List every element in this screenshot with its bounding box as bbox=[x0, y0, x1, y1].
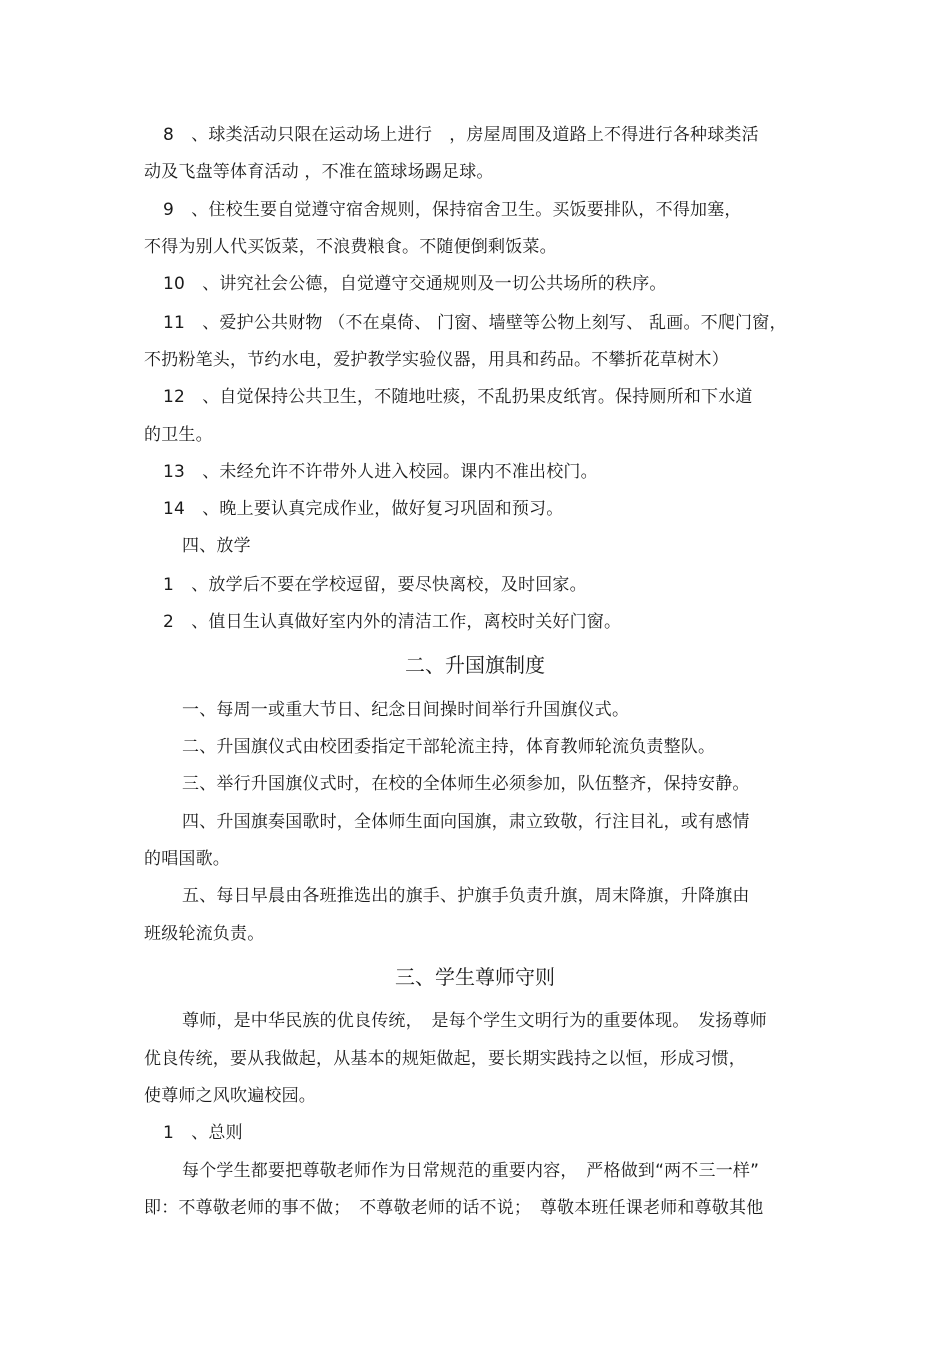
flag-rule-2: 二、升国旗仪式由校团委指定干部轮流主持，体育教师轮流负责整队。 bbox=[182, 737, 716, 757]
respect-general-line-2: 即：不尊敬老师的事不做； 不尊敬老师的话不说； 尊敬本班任课老师和尊敬其他 bbox=[144, 1198, 764, 1218]
dismissal-rule-1: 1 、放学后不要在学校逗留，要尽快离校，及时回家。 bbox=[163, 575, 587, 595]
flag-rule-5-line-1: 五、每日早晨由各班推选出的旗手、护旗手负责升旗，周末降旗，升降旗由 bbox=[182, 886, 750, 906]
rule-8-line-2: 动及飞盘等体育活动 ，不准在篮球场踢足球。 bbox=[144, 162, 494, 182]
rule-11-line-2: 不扔粉笔头，节约水电，爱护教学实验仪器，用具和药品。不攀折花草树木） bbox=[144, 350, 729, 370]
rule-12-line-1: 12 、自觉保持公共卫生，不随地吐痰，不乱扔果皮纸宵。保持厕所和下水道 bbox=[163, 387, 753, 407]
section-dismissal-title: 四、放学 bbox=[182, 536, 251, 556]
respect-general-line-1: 每个学生都要把尊敬老师作为日常规范的重要内容， 严格做到“两不三一样” bbox=[182, 1161, 760, 1181]
flag-rule-4-line-2: 的唱国歌。 bbox=[144, 849, 230, 869]
dismissal-rule-2: 2 、值日生认真做好室内外的清洁工作，离校时关好门窗。 bbox=[163, 612, 622, 632]
flag-rule-3: 三、举行升国旗仪式时，在校的全体师生必须参加，队伍整齐，保持安静。 bbox=[182, 774, 750, 794]
rule-10-line: 10 、讲究社会公德，自觉遵守交通规则及一切公共场所的秩序。 bbox=[163, 274, 667, 294]
rule-13-line: 13 、未经允许不许带外人进入校园。课内不准出校门。 bbox=[163, 462, 598, 482]
rule-14-line: 14 、晚上要认真完成作业，做好复习巩固和预习。 bbox=[163, 499, 564, 519]
respect-intro-line-3: 使尊师之风吹遍校园。 bbox=[144, 1086, 316, 1106]
flag-rule-5-line-2: 班级轮流负责。 bbox=[144, 924, 265, 944]
respect-intro-line-1: 尊师，是中华民族的优良传统， 是每个学生文明行为的重要体现。 发扬尊师 bbox=[182, 1011, 767, 1031]
rule-9-line-2: 不得为别人代买饭菜，不浪费粮食。不随便倒剩饭菜。 bbox=[144, 237, 557, 257]
respect-intro-line-2: 优良传统，要从我做起，从基本的规矩做起，要长期实践持之以恒，形成习惯， bbox=[144, 1049, 746, 1069]
rule-12-line-2: 的卫生。 bbox=[144, 425, 213, 445]
respect-teachers-heading: 三、学生尊师守则 bbox=[395, 965, 555, 989]
rule-8-line-1: 8 、球类活动只限在运动场上进行 ，房屋周围及道路上不得进行各种球类活 bbox=[163, 125, 759, 145]
respect-general-title: 1 、总则 bbox=[163, 1123, 243, 1143]
rule-9-line-1: 9 、住校生要自觉遵守宿舍规则，保持宿舍卫生。买饭要排队，不得加塞， bbox=[163, 200, 742, 220]
flag-raising-heading: 二、升国旗制度 bbox=[405, 653, 545, 677]
flag-rule-4-line-1: 四、升国旗奏国歌时，全体师生面向国旗，肃立致敬，行注目礼，或有感情 bbox=[182, 812, 750, 832]
rule-11-line-1: 11 、爱护公共财物 （不在桌倚、 门窗、墙壁等公物上刻写、 乱画。不爬门窗， bbox=[163, 313, 787, 333]
flag-rule-1: 一、每周一或重大节日、纪念日间操时间举行升国旗仪式。 bbox=[182, 700, 630, 720]
